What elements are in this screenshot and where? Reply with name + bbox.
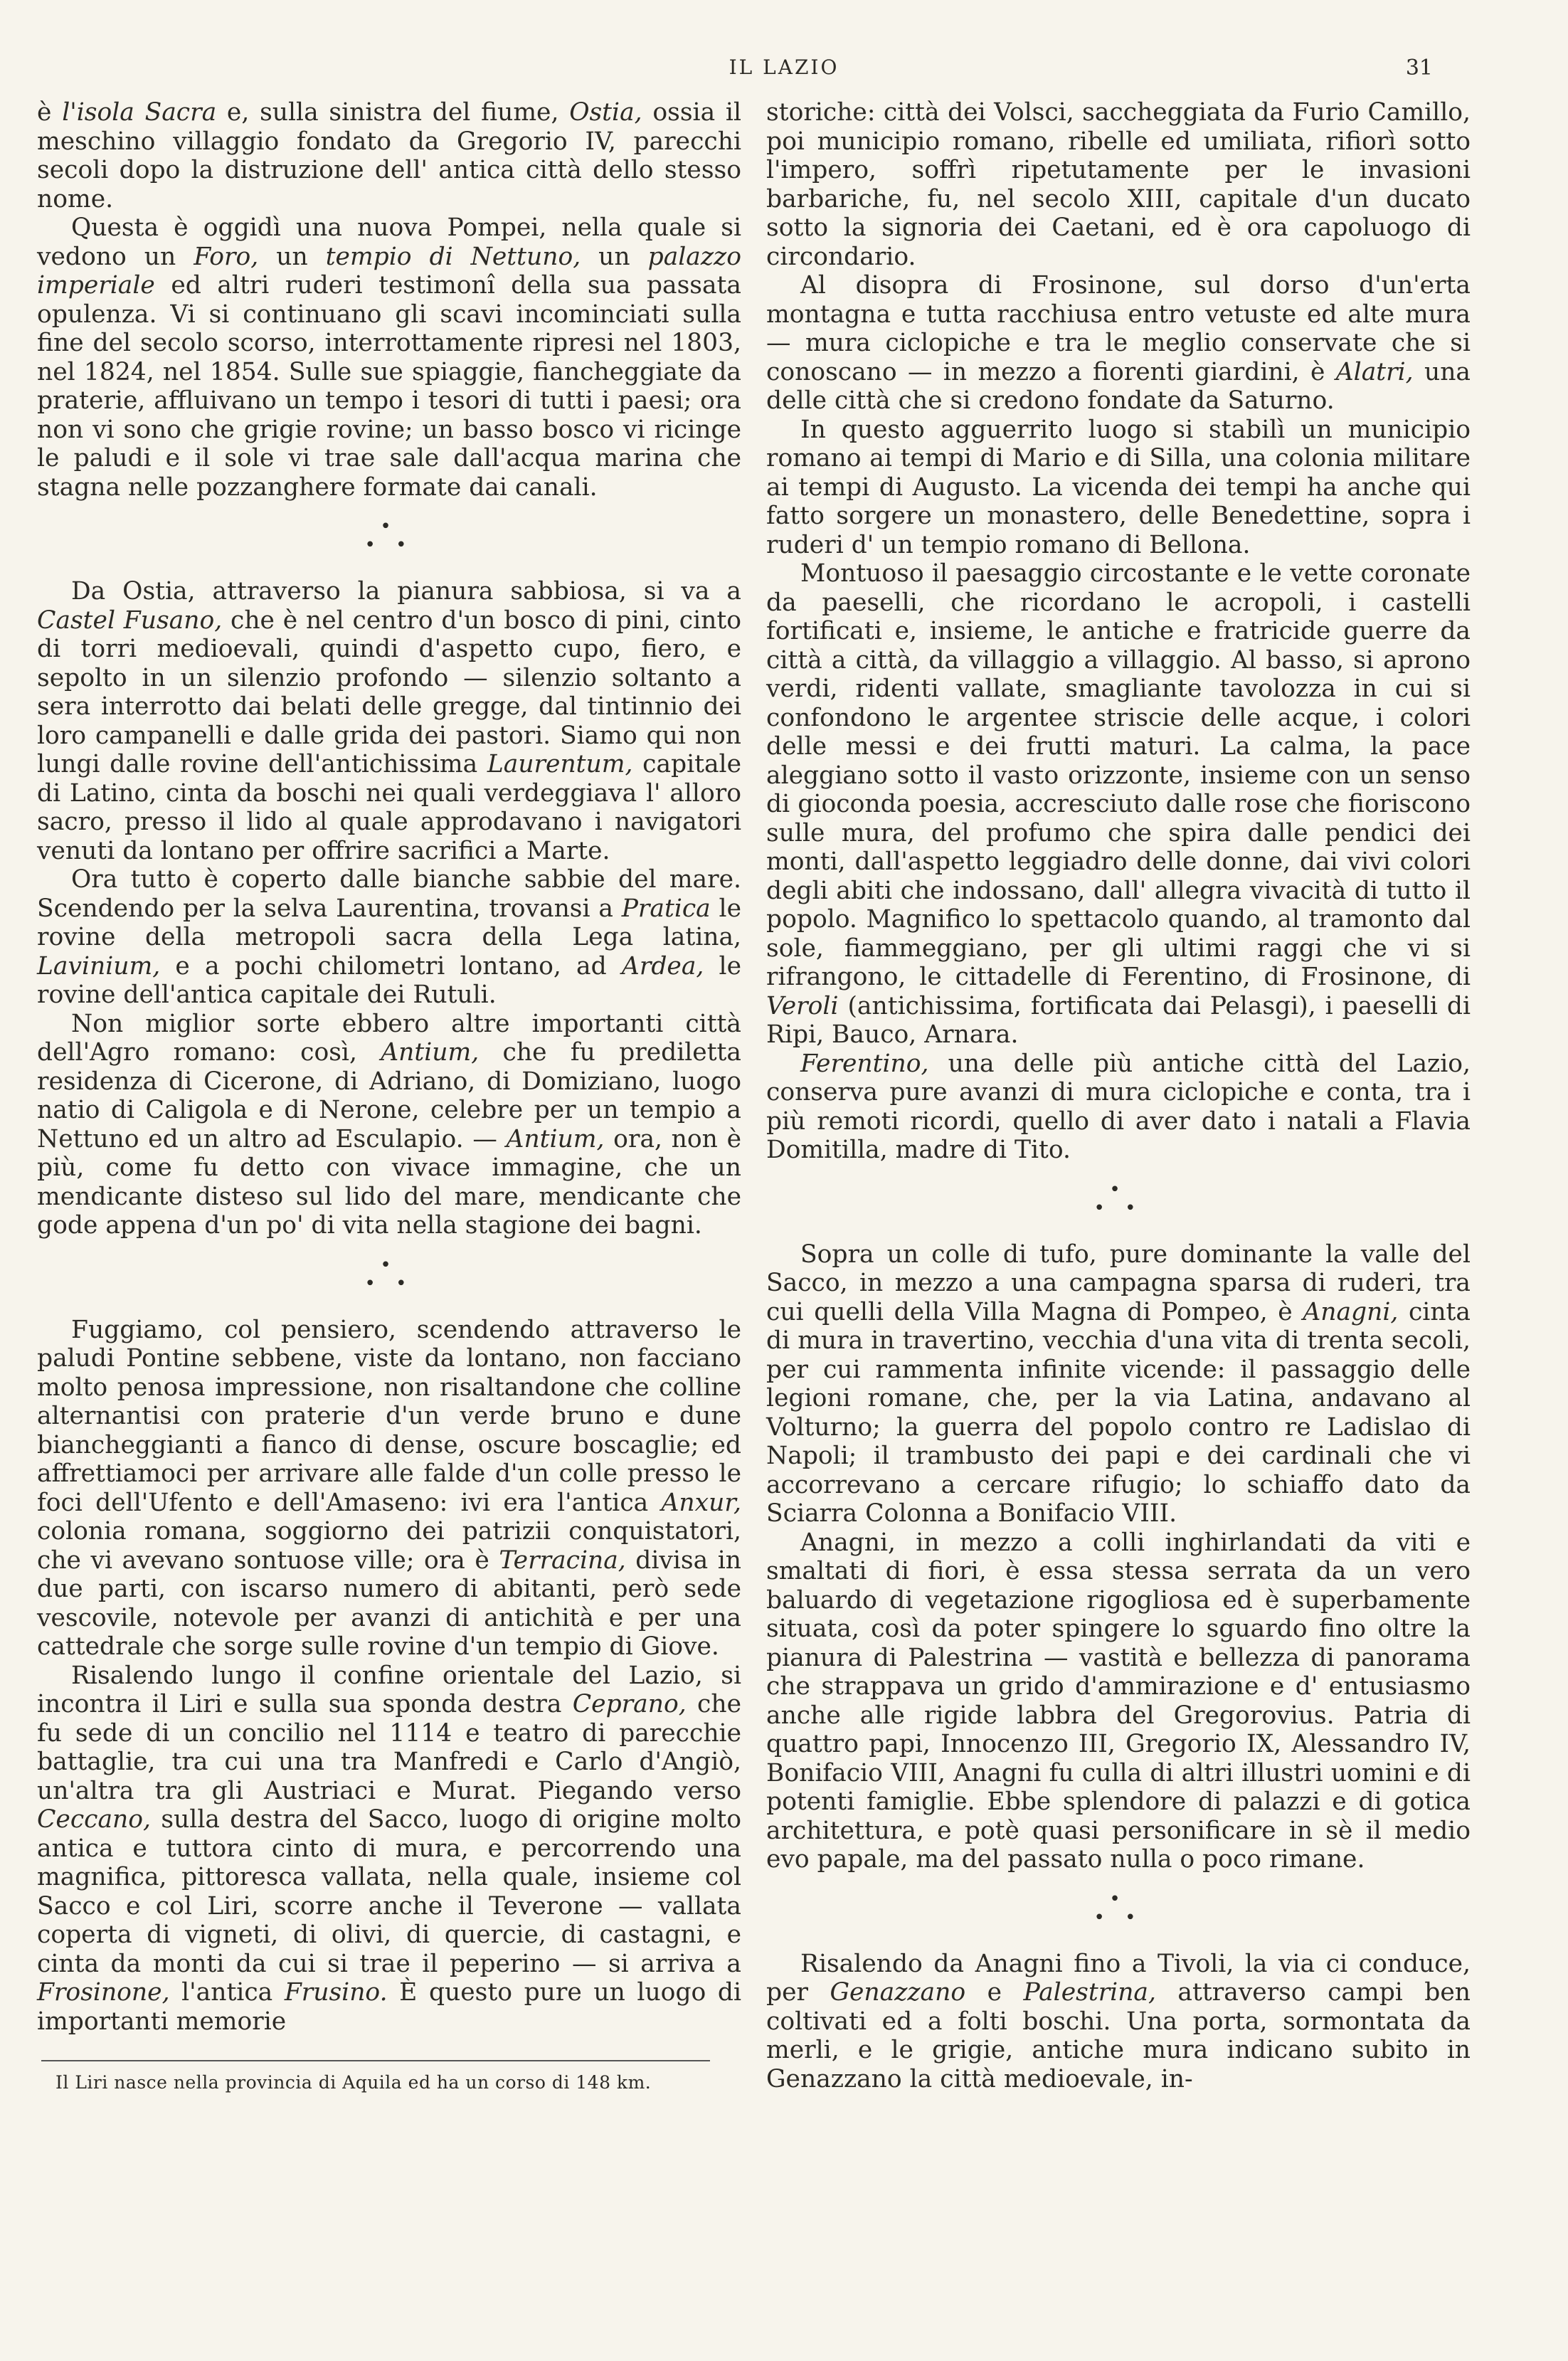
section-divider: • • •: [364, 516, 414, 556]
paragraph: Non miglior sorte ebbero altre importanti città dell'Agro romano: così, Antium, che fu prediletta residenza di Cicerone, di Adriano, di Domiziano, luogo natio di Caligola e di Nerone, celebre per un tempio a Nettuno ed un altro ad Esculapio. — Antium, ora, non è più, come fu detto con vivace immagine, che un mendicante disteso sul lido del mare, mendicante che gode appena d'un po' di vita nella stagione dei bagni.: [37, 1009, 742, 1240]
paragraph: Da Ostia, attraverso la pianura sabbiosa, si va a Castel Fusano, che è nel centro d'un bosco di pini, cinto di torri medioevali, quindi d'aspetto cupo, fiero, e sepolto in un silenzio profondo — silenzio soltanto a sera interrotto dai belati delle gregge, dal tintinnio dei loro campanelli e dalle grida dei pastori. Siamo qui non lungi dalle rovine dell'antichissima Laurentum, capitale di Latino, cinta da boschi nei quali verdeggiava l' alloro sacro, presso il lido al quale approdavano i navigatori venuti da lontano per offrire sacrifici a Marte.: [37, 577, 742, 865]
paragraph: Al disopra di Frosinone, sul dorso d'un'erta montagna e tutta racchiusa entro vetuste ed alte mura — mura ciclopiche e tra le meglio conservate che si conoscano — in mezzo a fiorenti giardini, è Alatri, una delle città che si credono fondate da Saturno.: [766, 271, 1471, 415]
paragraph: Risalendo da Anagni fino a Tivoli, la via ci conduce, per Genazzano e Palestrina, attraverso campi ben coltivati ed a folti boschi. Una porta, sormontata da merli, e le grigie, antiche mura indicano subito in Genazzano la città medioevale, in-: [766, 1949, 1471, 2093]
left-column: [37, 98, 741, 2094]
footnote-rule: [41, 2060, 710, 2061]
paragraph: è l'isola Sacra e, sulla sinistra del fiume, Ostia, ossia il meschino villaggio fondato da Gregorio IV, parecchi secoli dopo la distruzione dell' antica città dello stesso nome.: [37, 98, 741, 213]
section-divider: • • •: [1093, 1888, 1143, 1928]
paragraph: Montuoso il paesaggio circostante e le vette coronate da paeselli, che ricordano le acropoli, i castelli fortificati e, insieme, le antiche e fratricide guerre da città a città, da villaggio a villaggio. Al basso, si aprono verdi, ridenti vallate, smagliante tavolozza in cui si confondono le argentee striscie delle acque, i colori delle messi e dei frutti maturi. La calma, la pace aleggiano sotto il vasto orizzonte, insieme con un senso di gioconda poesia, accresciuto dalle rose che fioriscono sulle mura, del profumo che spira dalle pendici dei monti, dall'aspetto leggiadro delle donne, dai vivi colori degli abiti che indossano, dall' allegra vivacità di tutto il popolo. Magnifico lo spettacolo quando, al tramonto dal sole, fiammeggiano, per gli ultimi raggi che vi si rifrangono, le cittadelle di Ferentino, di Frosinone, di Veroli (antichissima, fortificata dai Pelasgi), i paeselli di Ripi, Bauco, Arnara.: [766, 559, 1471, 1049]
right-column: [766, 98, 1471, 2093]
running-title: IL LAZIO: [729, 56, 839, 79]
paragraph: Anagni, in mezzo a colli inghirlandati da viti e smaltati di fiori, è essa stessa serrata da un vero baluardo di vegetazione rigogliosa ed è superbamente situata, così da poter spingere lo sguardo fino oltre la pianura di Palestrina — vastità e bellezza di panorama che strappava un grido d'ammirazione e d' entusiasmo anche alle rigide labbra del Gregorovius. Patria di quattro papi, Innocenzo III, Gregorio IX, Alessandro IV, Bonifacio VIII, Anagni fu culla di altri illustri uomini e di potenti famiglie. Ebbe splendore di palazzi e di gotica architettura, e potè quasi personificare in sè il medio evo papale, ma del passato nulla o poco rimane.: [766, 1528, 1471, 1874]
page-number: 31: [1405, 56, 1433, 80]
paragraph: storiche: città dei Volsci, saccheggiata da Furio Camillo, poi municipio romano, ribelle ed umiliata, rifiorì sotto l'impero, soffrì ripetutamente per le invasioni barbariche, fu, nel secolo XIII, capitale d'un ducato sotto la signoria dei Caetani, ed è ora capoluogo di circondario.: [766, 98, 1471, 271]
paragraph: In questo agguerrito luogo si stabilì un municipio romano ai tempi di Mario e di Silla, una colonia militare ai tempi di Augusto. La vicenda dei tempi ha anche qui fatto sorgere un monastero, delle Benedettine, sopra i ruderi d' un tempio romano di Bellona.: [766, 415, 1471, 559]
section-divider: • • •: [1093, 1178, 1143, 1219]
paragraph: Ora tutto è coperto dalle bianche sabbie del mare. Scendendo per la selva Laurentina, trovansi a Pratica le rovine della metropoli sacra della Lega latina, Lavinium, e a pochi chilometri lontano, ad Ardea, le rovine dell'antica capitale dei Rutuli.: [37, 865, 742, 1009]
paragraph: Questa è oggidì una nuova Pompei, nella quale si vedono un Foro, un tempio di Nettuno, un palazzo imperiale ed altri ruderi testimonî della sua passata opulenza. Vi si continuano gli scavi incominciati sulla fine del secolo scorso, interrottamente ripresi nel 1803, nel 1824, nel 1854. Sulle sue spiaggie, fiancheggiate da praterie, affluivano un tempo i tesori di tutti i paesi; ora non vi sono che grigie rovine; un basso bosco vi ricinge le paludi e il sole vi trae sale dall'acqua marina che stagna nelle pozzanghere formate dai canali.: [37, 213, 742, 502]
footnote: Il Liri nasce nella provincia di Aquila ed ha un corso di 148 km.: [55, 2072, 652, 2093]
paragraph: Sopra un colle di tufo, pure dominante la valle del Sacco, in mezzo a una campagna sparsa di ruderi, tra cui quelli della Villa Magna di Pompeo, è Anagni, cinta di mura in travertino, vecchia d'una vita di trenta secoli, per cui rammenta infinite vicende: il passaggio delle legioni romane, che, per la via Latina, andavano al Volturno; la guerra del popolo contro re Ladislao di Napoli; il trambusto dei papi e dei cardinali che vi accorrevano a cercare rifugio; lo schiaffo dato da Sciarra Colonna a Bonifacio VIII.: [766, 1240, 1471, 1528]
paragraph: Risalendo lungo il confine orientale del Lazio, si incontra il Liri e sulla sua sponda destra Ceprano, che fu sede di un concilio nel 1114 e teatro di parecchie battaglie, tra cui una tra Manfredi e Carlo d'Angiò, un'altra tra gli Austriaci e Murat. Piegando verso Ceccano, sulla destra del Sacco, luogo di origine molto antica e tuttora cinto di mura, e percorrendo una magnifica, pittoresca vallata, nella quale, insieme col Sacco e col Liri, scorre anche il Teverone — vallata coperta di vigneti, di olivi, di quercie, di castagni, e cinta da monti da cui si trae il peperino — si arriva a Frosinone, l'antica Frusino. È questo pure un luogo di importanti memorie: [37, 1661, 741, 2036]
paragraph: Ferentino, una delle più antiche città del Lazio, conserva pure avanzi di mura ciclopiche e conta, tra i più remoti ricordi, quello di aver dato i natali a Flavia Domitilla, madre di Tito.: [766, 1049, 1471, 1164]
paragraph: Fuggiamo, col pensiero, scendendo attraverso le paludi Pontine sebbene, viste da lontano, non facciano molto penosa impressione, non risaltandone che colline alternantisi con praterie d'un verde bruno e dune biancheggianti a fianco di dense, oscure boscaglie; ed affrettiamoci per arrivare alle falde d'un colle presso le foci dell'Ufento e dell'Amaseno: ivi era l'antica Anxur, colonia romana, soggiorno dei patrizii conquistatori, che vi avevano sontuose ville; ora è Terracina, divisa in due parti, con iscarso numero di abitanti, però sede vescovile, notevole per avanzi di antichità e per una cattedrale che sorge sulle rovine d'un tempio di Giove.: [37, 1315, 741, 1661]
section-divider: • • •: [364, 1254, 414, 1294]
